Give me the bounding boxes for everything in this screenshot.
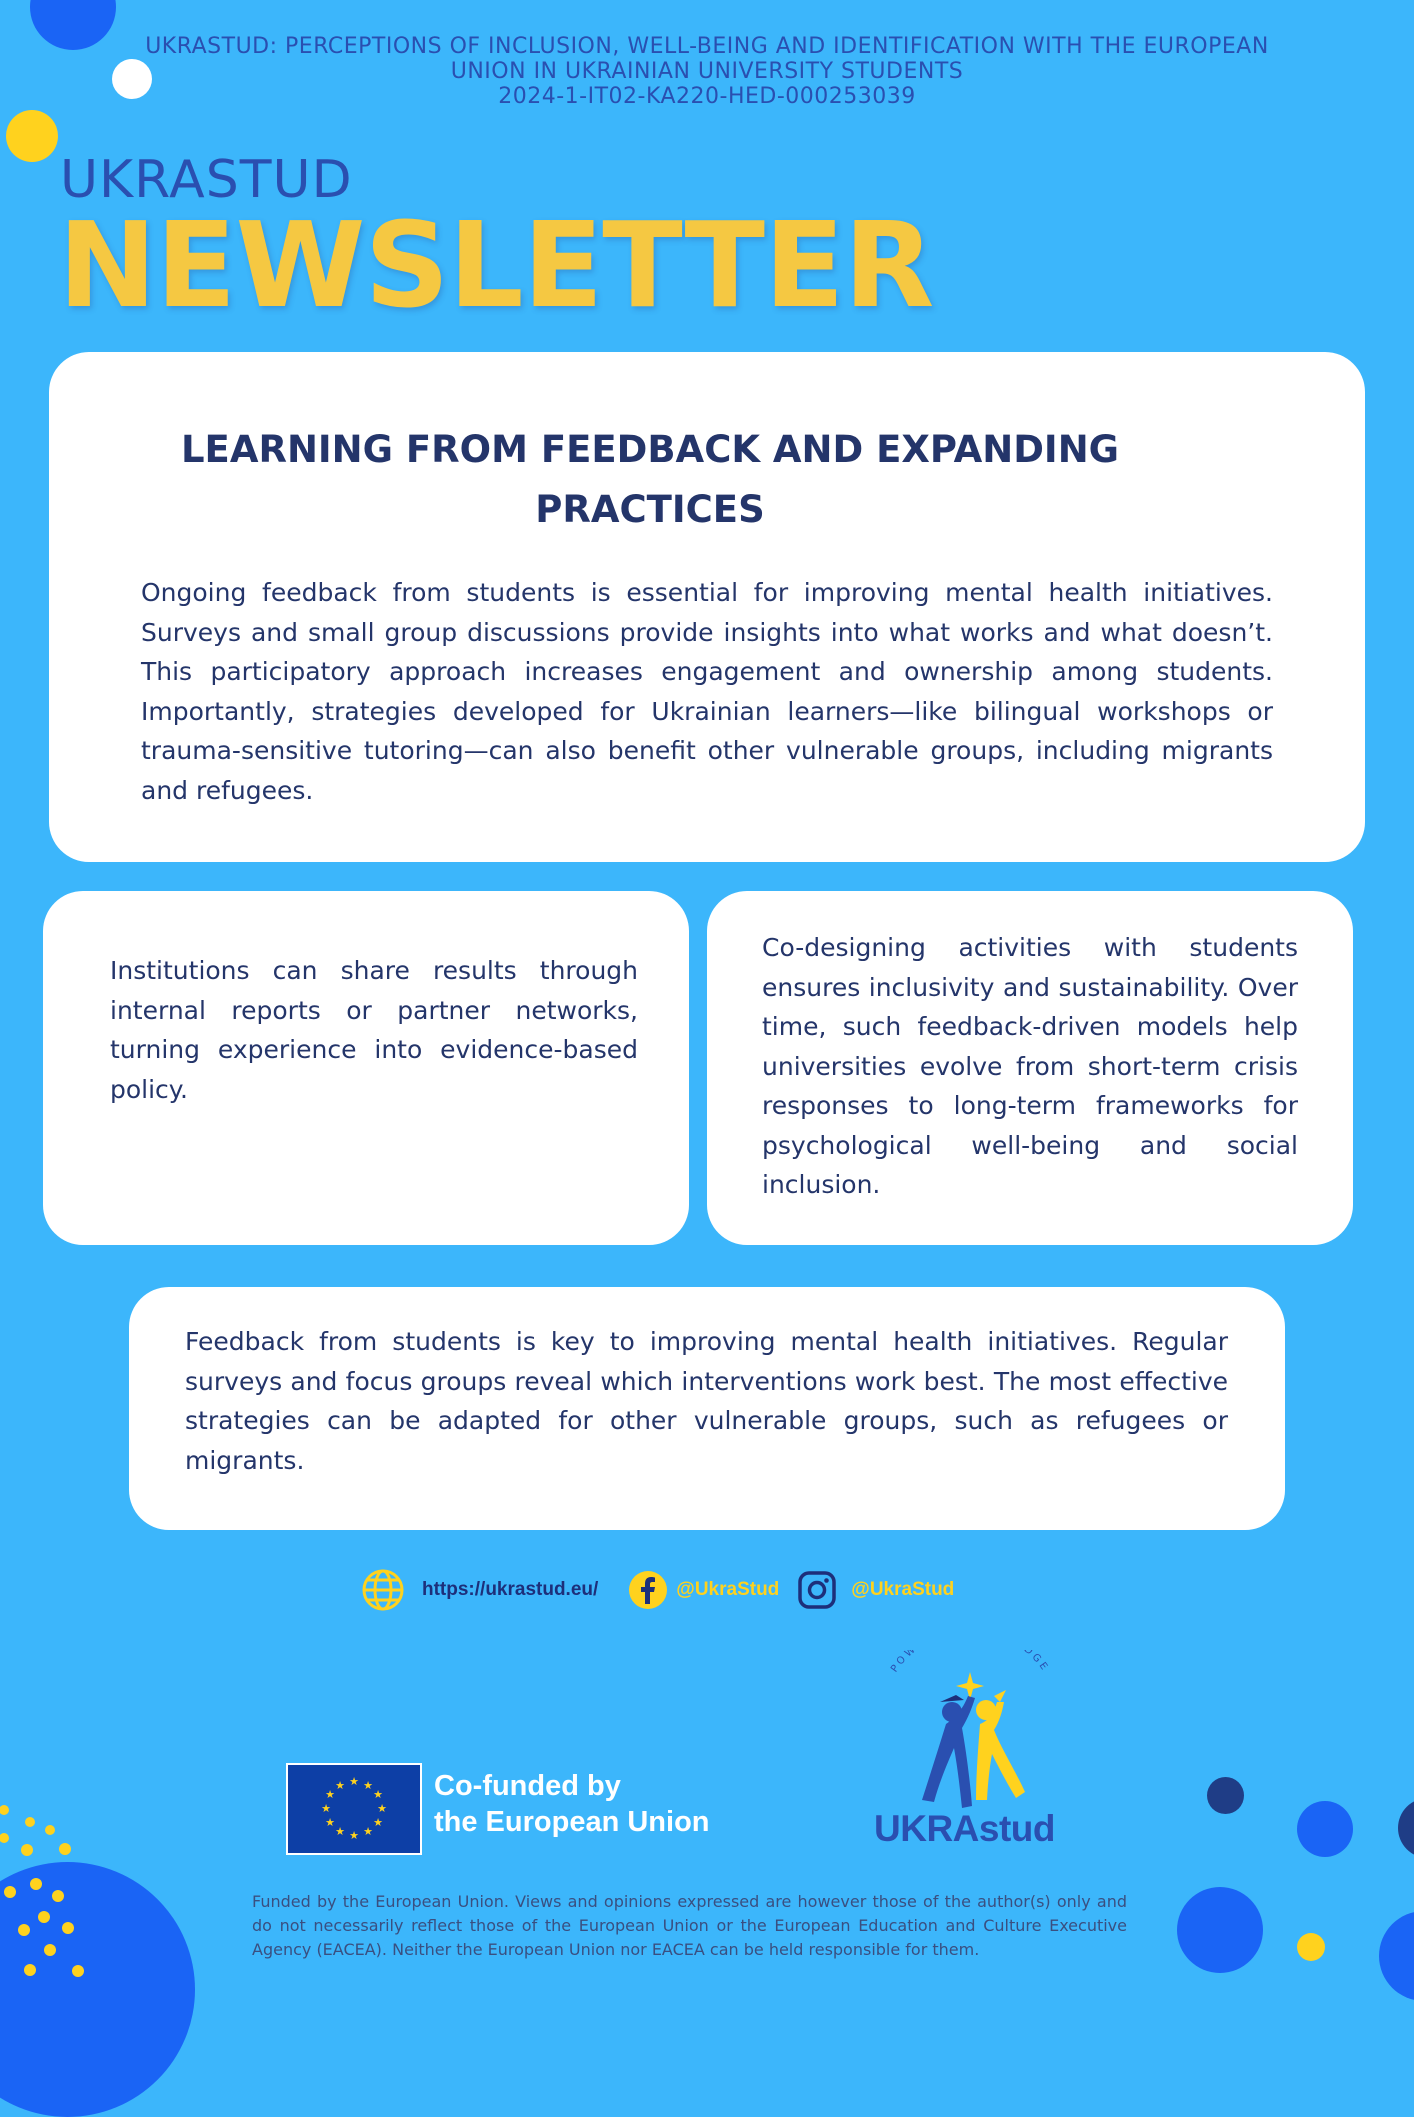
main-card-body: Ongoing feedback from students is essential for improving mental health initiatives. Surveys and small group discussions provide insights into what works and what doesn’t. This participatory approach increases engagement and ownership among students. Importantly, strategies developed for Ukrainian learners—like bilingual workshops or trauma-sensitive tutoring—can also benefit other vulnerable groups, including migrants and refugees. <box>141 578 1273 805</box>
svg-text:★: ★ <box>349 1829 359 1842</box>
svg-text:★: ★ <box>363 1825 373 1838</box>
eu-line1: Co-funded by <box>434 1770 621 1802</box>
facebook-link[interactable] <box>628 1570 779 1610</box>
social-links <box>360 1567 954 1613</box>
eu-cofunded <box>434 1768 710 1840</box>
decor-circle <box>1207 1777 1244 1814</box>
left-card-body: Institutions can share results through internal reports or partner networks, turning experience into evidence-based policy. <box>110 956 638 1104</box>
bottom-card <box>129 1287 1285 1530</box>
website-link[interactable] <box>360 1567 598 1613</box>
project-code: 2024-1-IT02-KA220-HED-000253039 <box>498 84 916 109</box>
left-card <box>43 891 689 1245</box>
section-title-line2: PRACTICES <box>535 488 765 531</box>
project-title-line2: UNION IN UKRAINIAN UNIVERSITY STUDENTS <box>450 59 964 84</box>
decor-circle <box>6 110 58 162</box>
svg-text:★: ★ <box>349 1775 359 1788</box>
eu-line2: the European Union <box>434 1806 710 1838</box>
svg-text:★: ★ <box>377 1802 387 1815</box>
decor-circle <box>1297 1933 1325 1961</box>
svg-text:★: ★ <box>335 1825 345 1838</box>
website-url[interactable]: https://ukrastud.eu/ <box>422 1579 599 1600</box>
svg-text:★: ★ <box>335 1779 345 1792</box>
project-title-line1: UKRASTUD: PERCEPTIONS OF INCLUSION, WELL-BEING AND IDENTIFICATION WITH THE EUROPEAN <box>145 34 1269 59</box>
right-card <box>707 891 1353 1245</box>
facebook-icon <box>628 1570 668 1610</box>
svg-text:★: ★ <box>373 1788 383 1801</box>
decor-circle <box>1379 1911 1414 2001</box>
decor-circle <box>1297 1801 1353 1857</box>
instagram-handle[interactable]: @UkraStud <box>851 1579 955 1600</box>
bottom-card-body: Feedback from students is key to improving mental health initiatives. Regular surveys and focus groups reveal which interventions work best. The most effective strategies can be adapted for other vulnerable groups, such as refugees or migrants. <box>185 1327 1228 1475</box>
logo-wordmark: UKRAstud <box>874 1808 1055 1849</box>
decor-circle <box>1398 1798 1414 1858</box>
right-card-body: Co-designing activities with students ensures inclusivity and sustainability. Over time, such feedback-driven models help universities evolve from short-term crisis responses to long-term frameworks for psychological well-being and social inclusion. <box>762 933 1298 1199</box>
logo-arc-text: POW DGE <box>889 1650 1051 1675</box>
brand-name: UKRASTUD <box>60 150 353 210</box>
project-header <box>100 34 1314 109</box>
instagram-link[interactable] <box>797 1570 954 1610</box>
section-title-line1: LEARNING FROM FEEDBACK AND EXPANDING <box>180 428 1120 471</box>
svg-text:★: ★ <box>325 1788 335 1801</box>
eu-flag <box>286 1763 422 1855</box>
eu-stars-icon <box>288 1765 420 1853</box>
svg-text:POWER OF KNOWLEDGE <box>889 1650 1051 1675</box>
decor-circle <box>1177 1887 1263 1973</box>
svg-text:★: ★ <box>325 1816 335 1829</box>
svg-text:★: ★ <box>321 1802 331 1815</box>
ukrastud-logo <box>860 1650 1080 1860</box>
instagram-icon <box>797 1570 837 1610</box>
facebook-handle[interactable]: @UkraStud <box>676 1579 780 1600</box>
globe-icon <box>360 1567 406 1613</box>
svg-text:★: ★ <box>373 1816 383 1829</box>
disclaimer: Funded by the European Union. Views and opinions expressed are however those of the author(s) only and do not necessarily reflect those of the European Union or the European Education and Culture Executive Agency (EACEA). Neither the European Union nor EACEA can be held responsible for them. <box>252 1892 1127 1959</box>
newsletter-title: NEWSLETTER <box>58 196 934 334</box>
decor-dots <box>0 1800 90 1990</box>
svg-text:★: ★ <box>363 1779 373 1792</box>
main-card-text <box>141 573 1273 810</box>
section-title <box>130 420 1170 540</box>
